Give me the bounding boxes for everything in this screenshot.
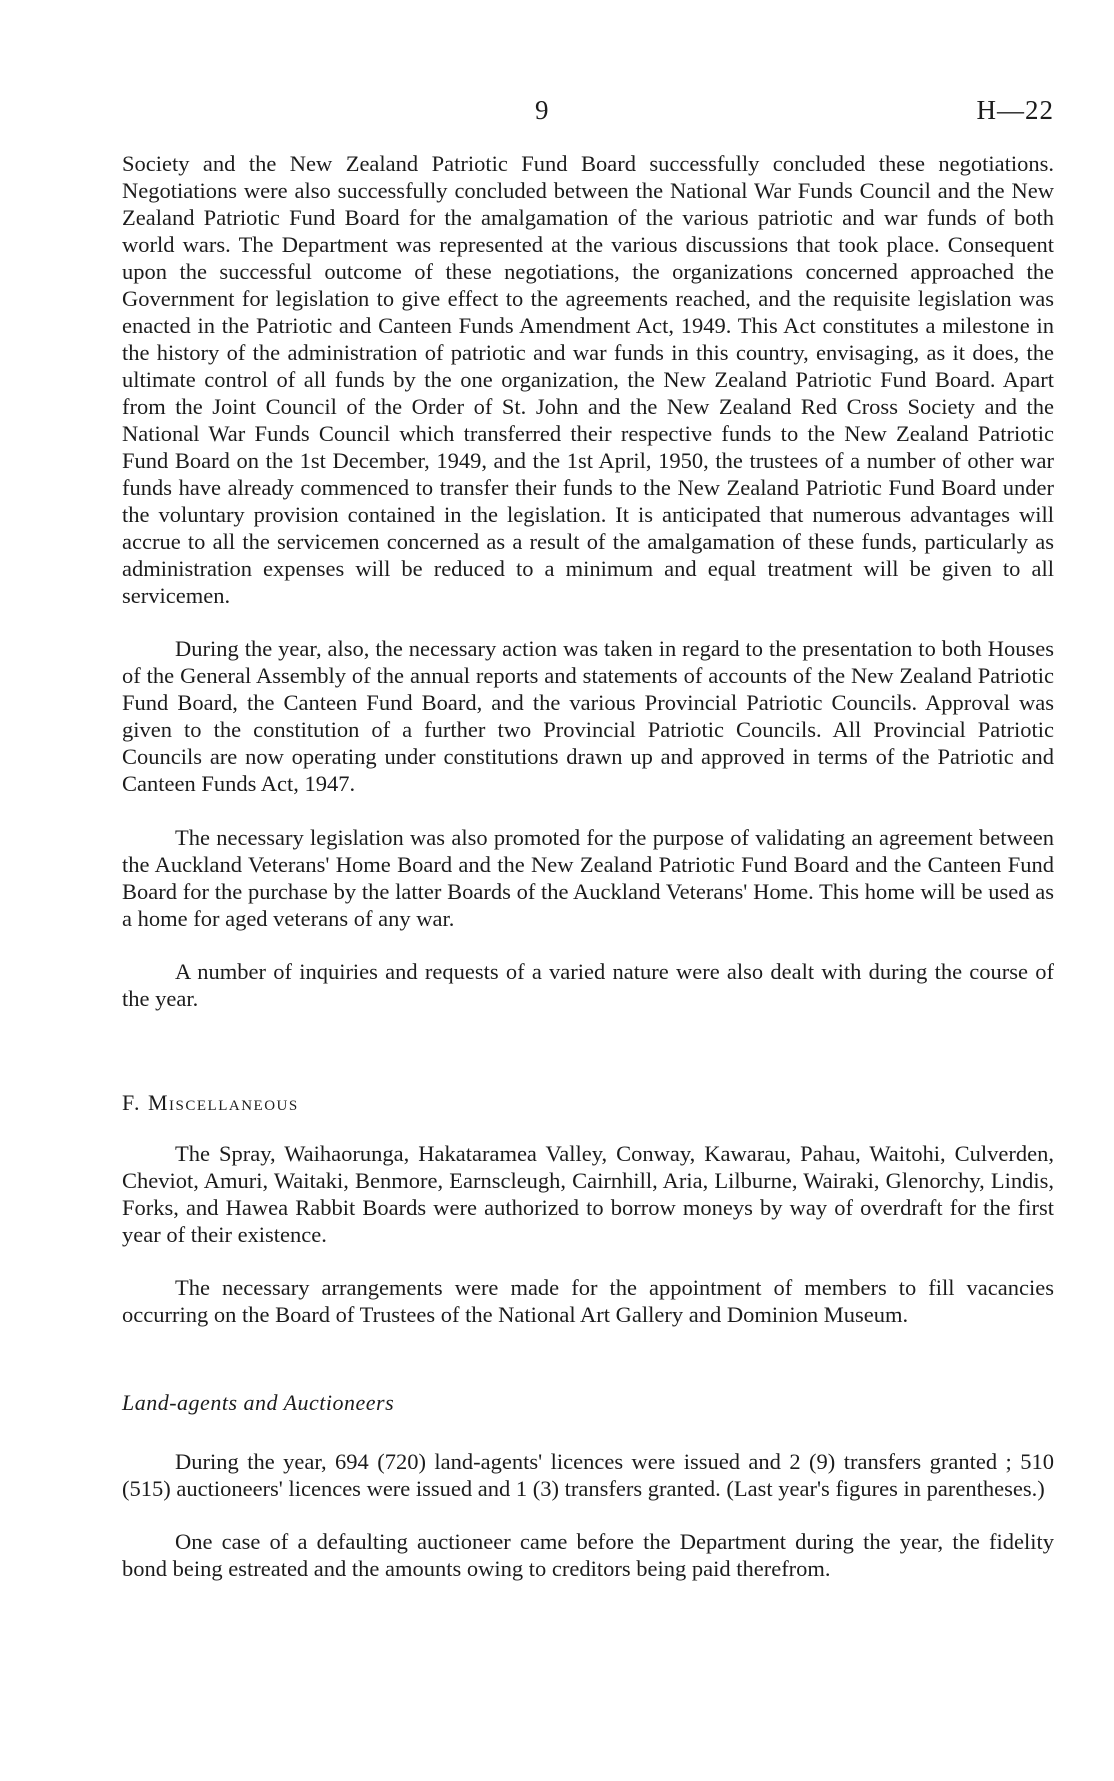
page-number: 9: [535, 95, 549, 125]
paragraph-patriotic-funds: Society and the New Zealand Patriotic Fund Board successfully concluded these negotiations. Negotiations were also successfully concluded between the National War Funds Council and the New Zealand Patriotic Fund Board for the amalgamation of the various patriotic and war funds of both world wars. The Department was represented at the various discussions that took place. Consequent upon the successful outcome of these negotiations, the organizations concerned approached the Government for legislation to give effect to the agreements reached, and the requisite legislation was enacted in the Patriotic and Canteen Funds Amendment Act, 1949. This Act constitutes a milestone in the history of the administration of patriotic and war funds in this country, envisaging, as it does, the ultimate control of all funds by the one organization, the New Zealand Patriotic Fund Board. Apart from the Joint Council of the Order of St. John and the New Zealand Red Cross Society and the National War Funds Council which transferred their respective funds to the New Zealand Patriotic Fund Board on the 1st December, 1949, and the 1st April, 1950, the trustees of a number of other war funds have already commenced to transfer their funds to the New Zealand Patriotic Fund Board under the voluntary provision contained in the legislation. It is anticipated that numerous advantages will accrue to all the servicemen concerned as a result of the amalgamation of these funds, particularly as administration expenses will be reduced to a minimum and equal treatment will be given to all servicemen.: [122, 151, 1054, 608]
paragraph-annual-reports: During the year, also, the necessary action was taken in regard to the presentation to both Houses of the General Assembly of the annual reports and statements of accounts of the New Zealand Patriotic Fund Board, the Canteen Fund Board, and the various Provincial Patriotic Councils. Approval was given to the constitution of a further two Provincial Patriotic Councils. All Provincial Patriotic Councils are now operating under constitutions drawn up and approved in terms of the Patriotic and Canteen Funds Act, 1947.: [122, 636, 1054, 796]
paragraph-licences: During the year, 694 (720) land-agents' licences were issued and 2 (9) transfers granted ; 510 (515) auctioneers' licences were issued and 1 (3) transfers granted. (Last year's figures in parentheses.): [122, 1449, 1054, 1501]
section-heading-miscellaneous: F. Miscellaneous: [122, 1090, 299, 1115]
paragraph-inquiries: A number of inquiries and requests of a varied nature were also dealt with during the course of the year.: [122, 959, 1054, 1011]
page-header: [0, 90, 1114, 130]
paragraph-art-gallery: The necessary arrangements were made for the appointment of members to fill vacancies occurring on the Board of Trustees of the National Art Gallery and Dominion Museum.: [122, 1275, 1054, 1327]
subheading-land-agents: Land-agents and Auctioneers: [122, 1390, 395, 1415]
paragraph-rabbit-boards: The Spray, Waihaorunga, Hakataramea Valley, Conway, Kawarau, Pahau, Waitohi, Culverden, Cheviot, Amuri, Waitaki, Benmore, Earnscleugh, Cairnhill, Aria, Lilburne, Wairaki, Glenorchy, Lindis, Forks, and Hawea Rabbit Boards were authorized to borrow moneys by way of overdraft for the first year of their existence.: [122, 1141, 1054, 1247]
paragraph-defaulting-auctioneer: One case of a defaulting auctioneer came before the Department during the year, the fidelity bond being estreated and the amounts owing to creditors being paid therefrom.: [122, 1529, 1054, 1581]
paragraph-veterans-home: The necessary legislation was also promoted for the purpose of validating an agreement between the Auckland Veterans' Home Board and the New Zealand Patriotic Fund Board and the Canteen Fund Board for the purchase by the latter Boards of the Auckland Veterans' Home. This home will be used as a home for aged veterans of any war.: [122, 825, 1054, 931]
page-content: [122, 150, 1054, 1582]
document-reference: H—22: [976, 95, 1054, 125]
